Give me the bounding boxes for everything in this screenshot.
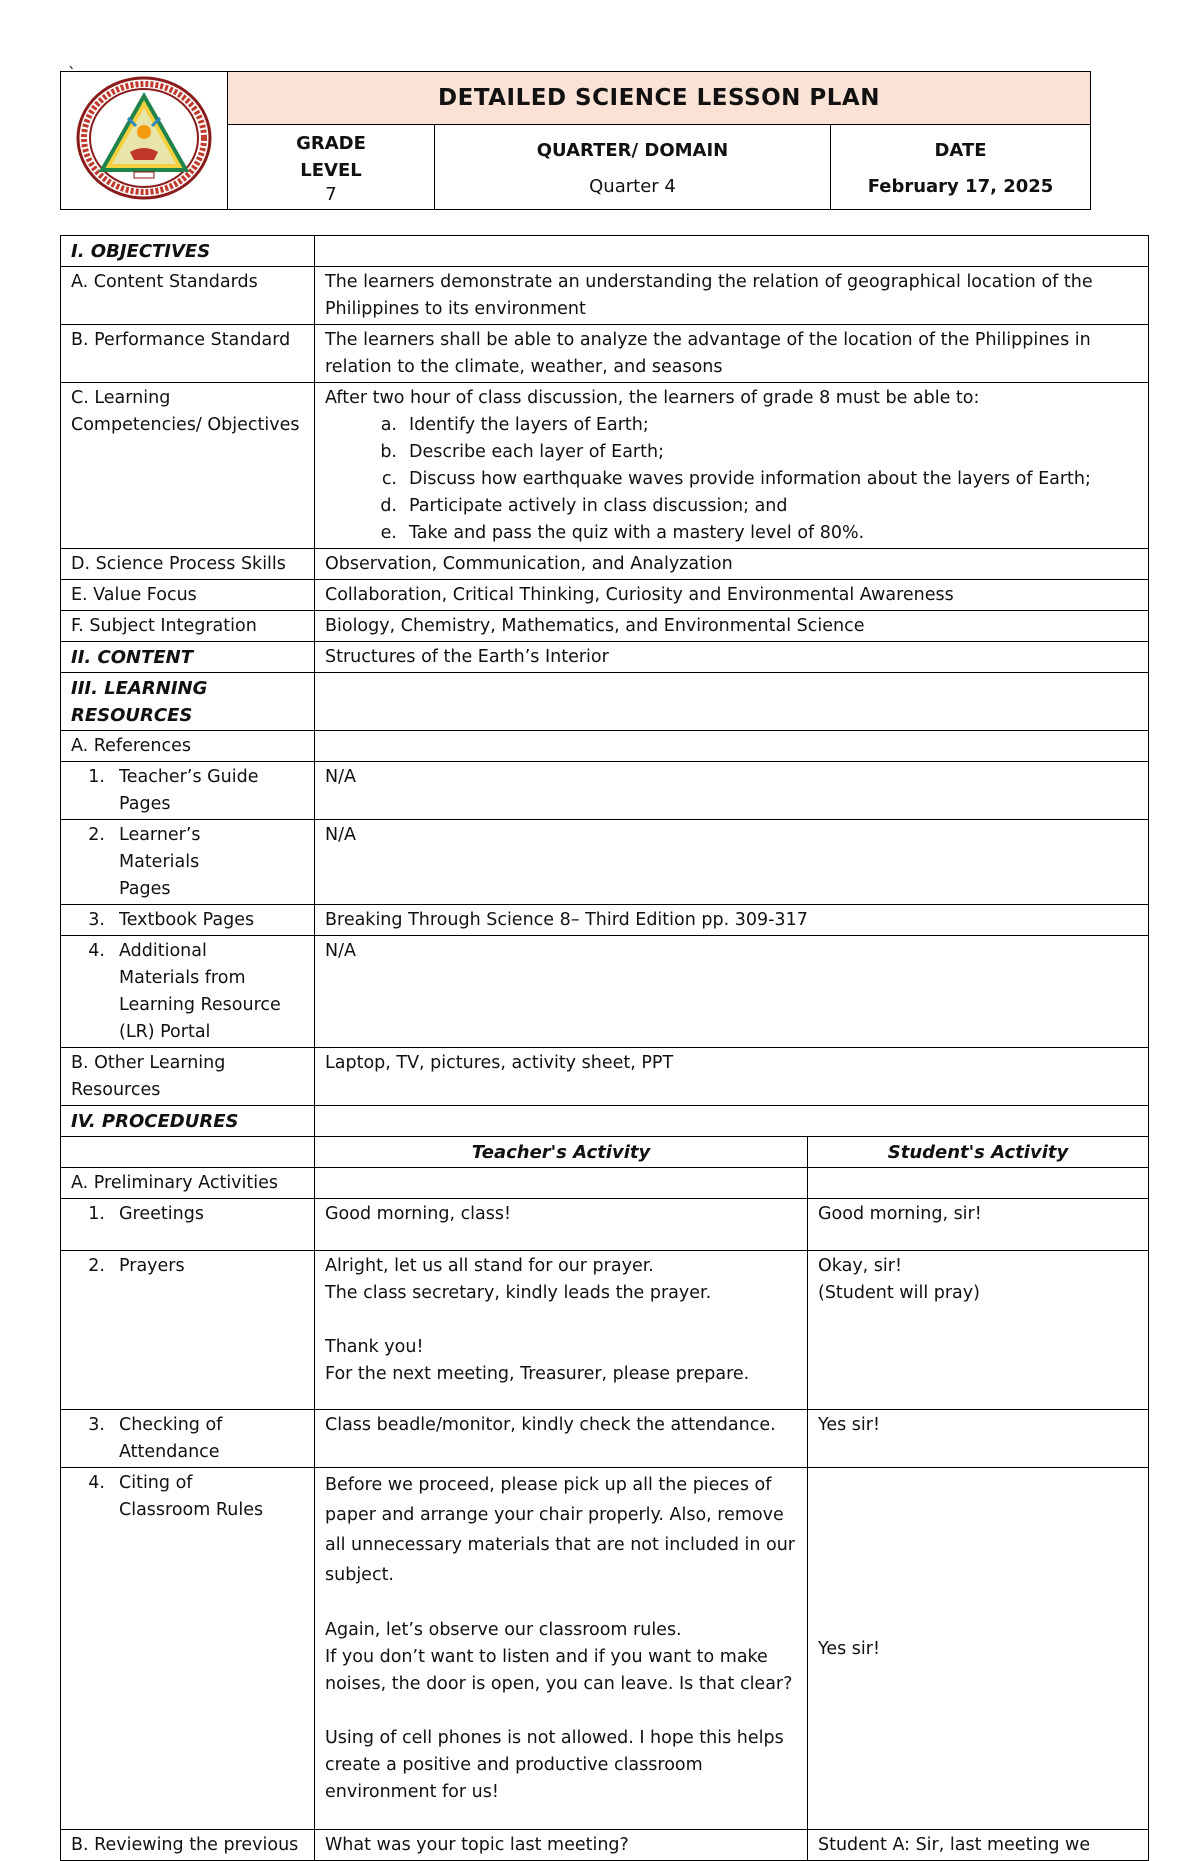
table-row: [61, 1468, 1149, 1830]
table-row: [61, 1048, 1149, 1106]
quarter-value: Quarter 4: [589, 176, 676, 197]
table-row: [61, 1830, 1149, 1861]
competencies-list: [325, 412, 1138, 547]
reviewing-student: Student A: Sir, last meeting we: [808, 1830, 1149, 1861]
content-heading: II. CONTENT: [61, 642, 315, 673]
table-row: [61, 673, 1149, 731]
table-row: [61, 1199, 1149, 1251]
other-resources-value: Laptop, TV, pictures, activity sheet, PPT: [315, 1048, 1149, 1106]
performance-standard-text: The learners shall be able to analyze the advantage of the location of the Philippines in relation to the climate, weather, and seasons: [315, 325, 1149, 383]
school-seal-icon: [74, 74, 214, 202]
table-row: [61, 383, 1149, 549]
learners-materials-label: 2. Learner’s Materials Pages: [61, 820, 315, 905]
quarter-cell: [435, 125, 831, 210]
objectives-heading: I. OBJECTIVES: [61, 236, 315, 267]
additional-materials-label: 4. Additional Materials from Learning Resource (LR) Portal: [61, 936, 315, 1048]
greetings-student: Good morning, sir!: [808, 1199, 1149, 1251]
table-row: [61, 325, 1149, 383]
content-text: Structures of the Earth’s Interior: [315, 642, 1149, 673]
date-label: DATE: [934, 140, 987, 161]
prayers-student: Okay, sir! (Student will pray): [808, 1251, 1149, 1410]
school-seal-cell: [61, 72, 228, 210]
list-item: c. Discuss how earthquake waves provide information about the layers of Earth;: [381, 469, 1091, 489]
table-row: [61, 731, 1149, 762]
procedures-heading: IV. PROCEDURES: [61, 1106, 315, 1137]
table-row: [61, 1137, 1149, 1168]
teachers-guide-label: 1. Teacher’s Guide Pages: [61, 762, 315, 820]
competencies-cell: [315, 383, 1149, 549]
quarter-label: QUARTER/ DOMAIN: [536, 140, 729, 161]
process-skills-label: D. Science Process Skills: [61, 549, 315, 580]
greetings-teacher: Good morning, class!: [315, 1199, 808, 1251]
document-title: DETAILED SCIENCE LESSON PLAN: [228, 72, 1091, 125]
attendance-student: Yes sir!: [808, 1410, 1149, 1468]
reviewing-label: B. Reviewing the previous: [61, 1830, 315, 1861]
performance-standard-label: B. Performance Standard: [61, 325, 315, 383]
grade-level-value: 7: [325, 183, 337, 205]
grade-level-cell: [228, 125, 435, 210]
table-row: [61, 1106, 1149, 1137]
textbook-pages-label: 3. Textbook Pages: [61, 905, 315, 936]
date-cell: [831, 125, 1091, 210]
table-row: [61, 1410, 1149, 1468]
list-item: a. Identify the layers of Earth;: [380, 415, 649, 435]
additional-materials-value: N/A: [315, 936, 1149, 1048]
competencies-label: C. Learning Competencies/ Objectives: [61, 383, 315, 549]
table-row: [61, 820, 1149, 905]
table-row: [61, 549, 1149, 580]
table-row: [61, 236, 1149, 267]
table-row: [61, 611, 1149, 642]
date-value: February 17, 2025: [867, 176, 1054, 197]
classroom-rules-student: Yes sir!: [808, 1468, 1149, 1830]
preliminary-activities-label: A. Preliminary Activities: [61, 1168, 315, 1199]
content-standards-text: The learners demonstrate an understanding the relation of geographical location of the Philippines to its environment: [315, 267, 1149, 325]
list-item: d. Participate actively in class discussion; and: [380, 496, 788, 516]
attendance-label: 3. Checking of Attendance: [61, 1410, 315, 1468]
reviewing-teacher: What was your topic last meeting?: [315, 1830, 808, 1861]
subject-integration-label: F. Subject Integration: [61, 611, 315, 642]
table-row: [61, 580, 1149, 611]
learners-materials-value: N/A: [315, 820, 1149, 905]
lesson-plan-header: [60, 71, 1091, 210]
prayers-teacher: Alright, let us all stand for our prayer. The class secretary, kindly leads the prayer. Thank you! For the next meeting, Treasurer, please prepare.: [315, 1251, 808, 1410]
lesson-plan-table: [60, 235, 1149, 1861]
table-row: [61, 267, 1149, 325]
list-item: b. Describe each layer of Earth;: [380, 442, 664, 462]
student-activity-header: Student's Activity: [808, 1137, 1149, 1168]
content-standards-label: A. Content Standards: [61, 267, 315, 325]
resources-heading: III. LEARNING RESOURCES: [61, 673, 315, 731]
references-label: A. References: [61, 731, 315, 762]
greetings-label: 1. Greetings: [61, 1199, 315, 1251]
classroom-rules-teacher: Before we proceed, please pick up all the pieces of paper and arrange your chair properly. Also, remove all unnecessary materials that are not included in our subject. Again, let’s observe our classroom rules. If you don’t want to listen and if you want to make noises, the door is open, you can leave. Is that clear? Using of cell phones is not allowed. I hope this helps create a positive and productive classroom environment for us!: [315, 1468, 808, 1830]
table-row: [61, 762, 1149, 820]
other-resources-label: B. Other Learning Resources: [61, 1048, 315, 1106]
table-row: [61, 1168, 1149, 1199]
value-focus-label: E. Value Focus: [61, 580, 315, 611]
process-skills-text: Observation, Communication, and Analyzation: [315, 549, 1149, 580]
list-item: e. Take and pass the quiz with a mastery level of 80%.: [380, 523, 865, 543]
competencies-intro: After two hour of class discussion, the learners of grade 8 must be able to:: [325, 388, 980, 408]
grade-level-label: GRADE LEVEL: [296, 132, 366, 181]
teachers-guide-value: N/A: [315, 762, 1149, 820]
textbook-pages-value: Breaking Through Science 8– Third Edition pp. 309-317: [315, 905, 1149, 936]
table-row: [61, 1251, 1149, 1410]
subject-integration-text: Biology, Chemistry, Mathematics, and Environmental Science: [315, 611, 1149, 642]
prayers-label: 2. Prayers: [61, 1251, 315, 1410]
classroom-rules-label: 4. Citing of Classroom Rules: [61, 1468, 315, 1830]
table-row: [61, 642, 1149, 673]
attendance-teacher: Class beadle/monitor, kindly check the attendance.: [315, 1410, 808, 1468]
table-row: [61, 936, 1149, 1048]
teacher-activity-header: Teacher's Activity: [315, 1137, 808, 1168]
table-row: [61, 905, 1149, 936]
value-focus-text: Collaboration, Critical Thinking, Curiosity and Environmental Awareness: [315, 580, 1149, 611]
